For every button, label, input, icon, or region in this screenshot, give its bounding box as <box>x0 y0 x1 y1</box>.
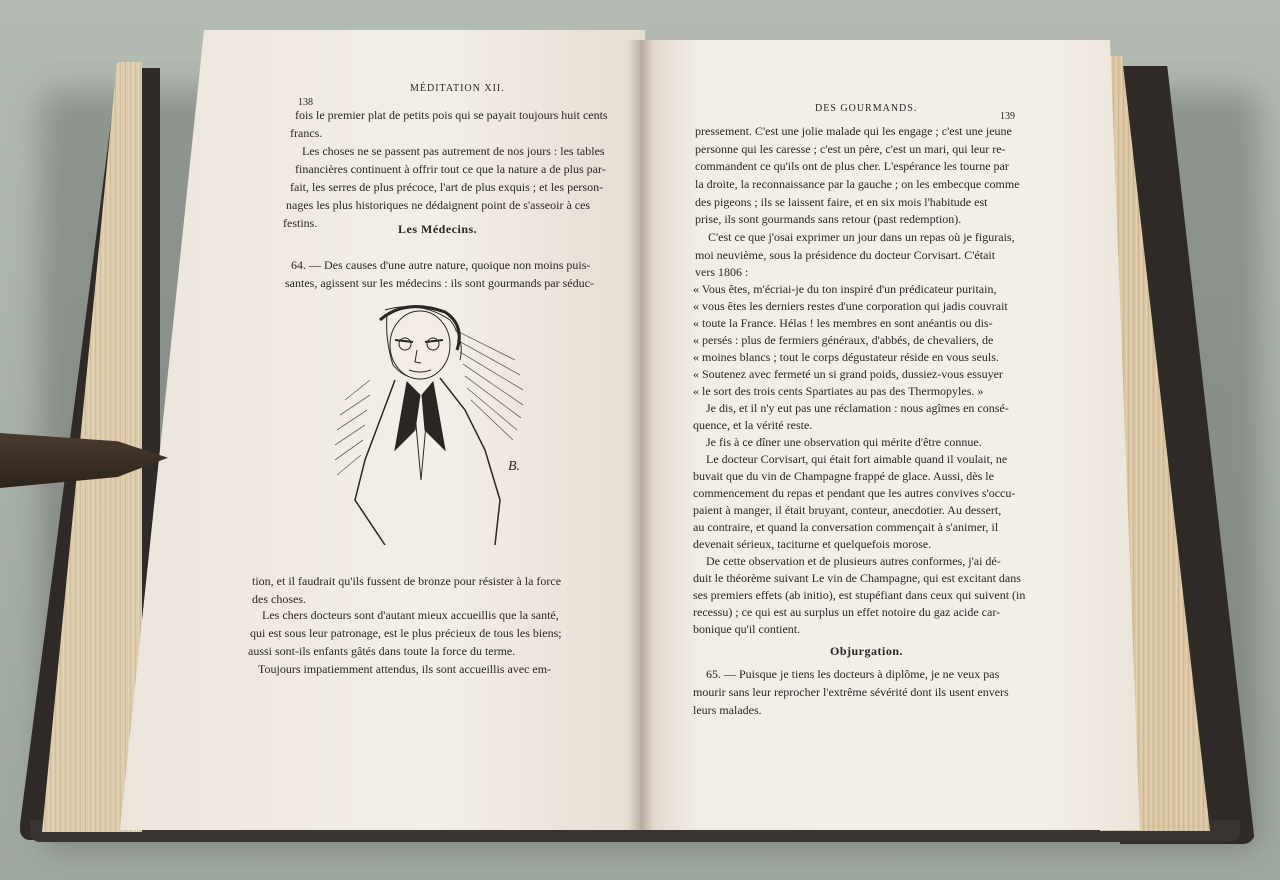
right-line: « vous êtes les derniers restes d'une corporation qui jadis couvrait <box>693 299 1008 313</box>
right-line: C'est ce que j'osai exprimer un jour dans un repas où je figurais, <box>708 230 1015 244</box>
right-line: des pigeons ; ils se laissent faire, et en six mois l'habitude est <box>695 195 988 209</box>
right-line: pressement. C'est une jolie malade qui les engage ; c'est une jeune <box>695 124 1012 138</box>
right-line: « Vous êtes, m'écriai-je du ton inspiré d'un prédicateur puritain, <box>693 282 997 296</box>
left-line: santes, agissent sur les médecins : ils sont gourmands par séduc- <box>285 276 594 290</box>
book-gutter <box>628 40 654 830</box>
right-line: moi neuvième, sous la présidence du docteur Corvisart. C'était <box>695 248 996 262</box>
left-line: Les choses ne se passent pas autrement de nos jours : les tables <box>302 144 605 158</box>
left-line: qui est sous leur patronage, est le plus précieux de tous les biens; <box>250 626 562 640</box>
left-line: Toujours impatiemment attendus, ils sont accueillis avec em- <box>258 662 552 676</box>
right-line: leurs malades. <box>693 703 762 717</box>
left-line: des choses. <box>252 592 306 606</box>
right-line: mourir sans leur reprocher l'extrême sévérité dont ils usent envers <box>693 685 1009 699</box>
left-line: 64. — Des causes d'une autre nature, quoique non moins puis- <box>291 258 591 272</box>
right-line: Le docteur Corvisart, qui était fort aimable quand il voulait, ne <box>706 452 1008 466</box>
left-line: Les chers docteurs sont d'autant mieux accueillis que la santé, <box>262 608 559 622</box>
right-line: paient à manger, il était bruyant, conteur, anecdotier. Au dessert, <box>693 503 1002 517</box>
right-line: « toute la France. Hélas ! les membres en sont anéantis ou dis- <box>693 316 993 330</box>
illustration-signature: B. <box>508 459 521 474</box>
section-heading-objurgation: Objurgation. <box>830 644 904 658</box>
right-line: 65. — Puisque je tiens les docteurs à diplôme, je ne veux pas <box>706 667 1000 681</box>
right-line: commandent ce qu'ils ont de plus cher. L'espérance les tourne par <box>695 159 1009 173</box>
right-line: duit le théorème suivant Le vin de Champagne, qui est excitant dans <box>693 571 1021 585</box>
right-running-head: DES GOURMANDS. <box>815 103 918 114</box>
right-line: De cette observation et de plusieurs autres conformes, j'ai dé- <box>706 554 1001 568</box>
left-line: fait, les serres de plus précoce, l'art de plus exquis ; et les person- <box>290 180 604 194</box>
right-line: vers 1806 : <box>695 265 749 279</box>
right-line: « moines blancs ; tout le corps dégustateur réside en vous seuls. <box>693 350 999 364</box>
left-page-number: 138 <box>298 97 313 108</box>
left-line: nages les plus historiques ne dédaignent point de s'asseoir à ces <box>286 198 591 212</box>
left-running-head: MÉDITATION XII. <box>410 83 505 94</box>
portrait-illustration <box>325 300 530 545</box>
right-line: commencement du repas et pendant que les autres convives s'occu- <box>693 486 1016 500</box>
right-line: prise, ils sont gourmands sans retour (past redemption). <box>695 212 962 226</box>
right-line: bonique qu'il contient. <box>693 622 801 636</box>
right-line: au contraire, et quand la conversation commençait à s'animer, il <box>693 520 999 534</box>
right-line: Je dis, et il n'y eut pas une réclamation : nous agîmes en consé- <box>706 401 1009 415</box>
right-line: Je fis à ce dîner une observation qui mérite d'être connue. <box>706 435 982 449</box>
right-line: « le sort des trois cents Spartiates au pas des Thermopyles. » <box>693 384 984 398</box>
left-line: financières continuent à offrir tout ce que la nature a de plus par- <box>295 162 606 176</box>
left-line: francs. <box>290 126 323 140</box>
right-line: buvait que du vin de Champagne frappé de glace. Aussi, dès le <box>693 469 994 483</box>
right-line: la droite, la reconnaissance par la gauche ; on les embecque comme <box>695 177 1020 191</box>
right-line: « persés : plus de fermiers généraux, d'abbés, de chevaliers, de <box>693 333 994 347</box>
left-line: aussi sont-ils enfants gâtés dans toute la force du terme. <box>248 644 516 658</box>
left-line: fois le premier plat de petits pois qui se payait toujours huit cents <box>295 108 608 122</box>
right-line: « Soutenez avec fermeté un si grand poids, dussiez-vous essuyer <box>693 367 1003 381</box>
right-line: devenait sérieux, taciturne et quelquefois morose. <box>693 537 932 551</box>
left-line: festins. <box>283 216 318 230</box>
section-heading-medecins: Les Médecins. <box>398 222 478 236</box>
right-page-number: 139 <box>1000 111 1015 122</box>
left-line: tion, et il faudrait qu'ils fussent de bronze pour résister à la force <box>252 574 562 588</box>
right-line: quence, et la vérité reste. <box>693 418 813 432</box>
right-line: personne qui les caresse ; c'est un père, c'est un mari, qui leur re- <box>695 142 1006 156</box>
right-line: ses premiers effets (ab initio), est stupéfiant dans ceux qui suivent (in <box>693 588 1026 602</box>
right-line: recessu) ; ce qui est au surplus un effet notoire du gaz acide car- <box>693 605 1001 619</box>
